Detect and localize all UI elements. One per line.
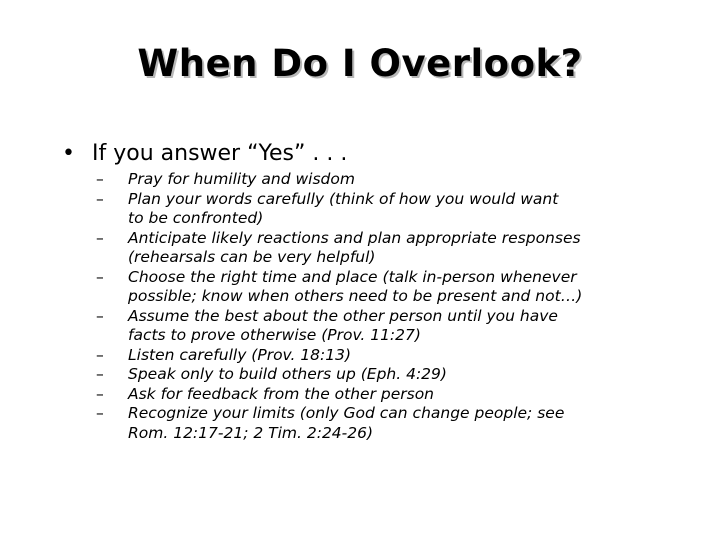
action-list <box>96 170 696 443</box>
list-item-text: Recognize your limits (only God can change people; see Rom. 12:17-21; 2 Tim. 2:24-26) <box>128 404 565 442</box>
dash-icon <box>96 346 104 366</box>
list-item <box>96 268 696 307</box>
dash-icon <box>96 365 104 385</box>
list-item <box>96 170 696 190</box>
list-item <box>96 346 696 366</box>
dash-icon <box>96 385 104 405</box>
dash-icon <box>96 404 104 424</box>
dash-icon <box>96 170 104 190</box>
dash-icon <box>96 268 104 288</box>
dash-icon <box>96 307 104 327</box>
list-item <box>96 229 696 268</box>
list-item-text: Listen carefully (Prov. 18:13) <box>128 345 352 364</box>
list-item <box>96 404 696 443</box>
list-item <box>96 307 696 346</box>
list-item-text: Assume the best about the other person until you have facts to prove otherwise (Prov. 11:27) <box>128 306 558 344</box>
list-item-text: Speak only to build others up (Eph. 4:29) <box>128 365 447 383</box>
slide-title: When Do I Overlook? <box>137 42 583 85</box>
list-item-text: Plan your words carefully (think of how you would want to be confronted) <box>128 189 559 227</box>
list-item <box>96 365 696 385</box>
list-item <box>96 385 696 405</box>
dash-icon <box>96 229 104 249</box>
list-item-text: Ask for feedback from the other person <box>128 384 435 403</box>
list-item-text: Choose the right time and place (talk in-person whenever possible; know when others need to be present and not…) <box>128 267 583 305</box>
list-item <box>96 190 696 229</box>
dash-icon <box>96 190 104 210</box>
bullet-dot-icon: • <box>62 141 75 166</box>
list-item-text: Anticipate likely reactions and plan appropriate responses (rehearsals can be very helpful) <box>128 228 581 266</box>
lead-bullet <box>62 138 347 170</box>
lead-text: If you answer “Yes” . . . <box>92 141 348 166</box>
list-item-text: Pray for humility and wisdom <box>128 170 355 188</box>
